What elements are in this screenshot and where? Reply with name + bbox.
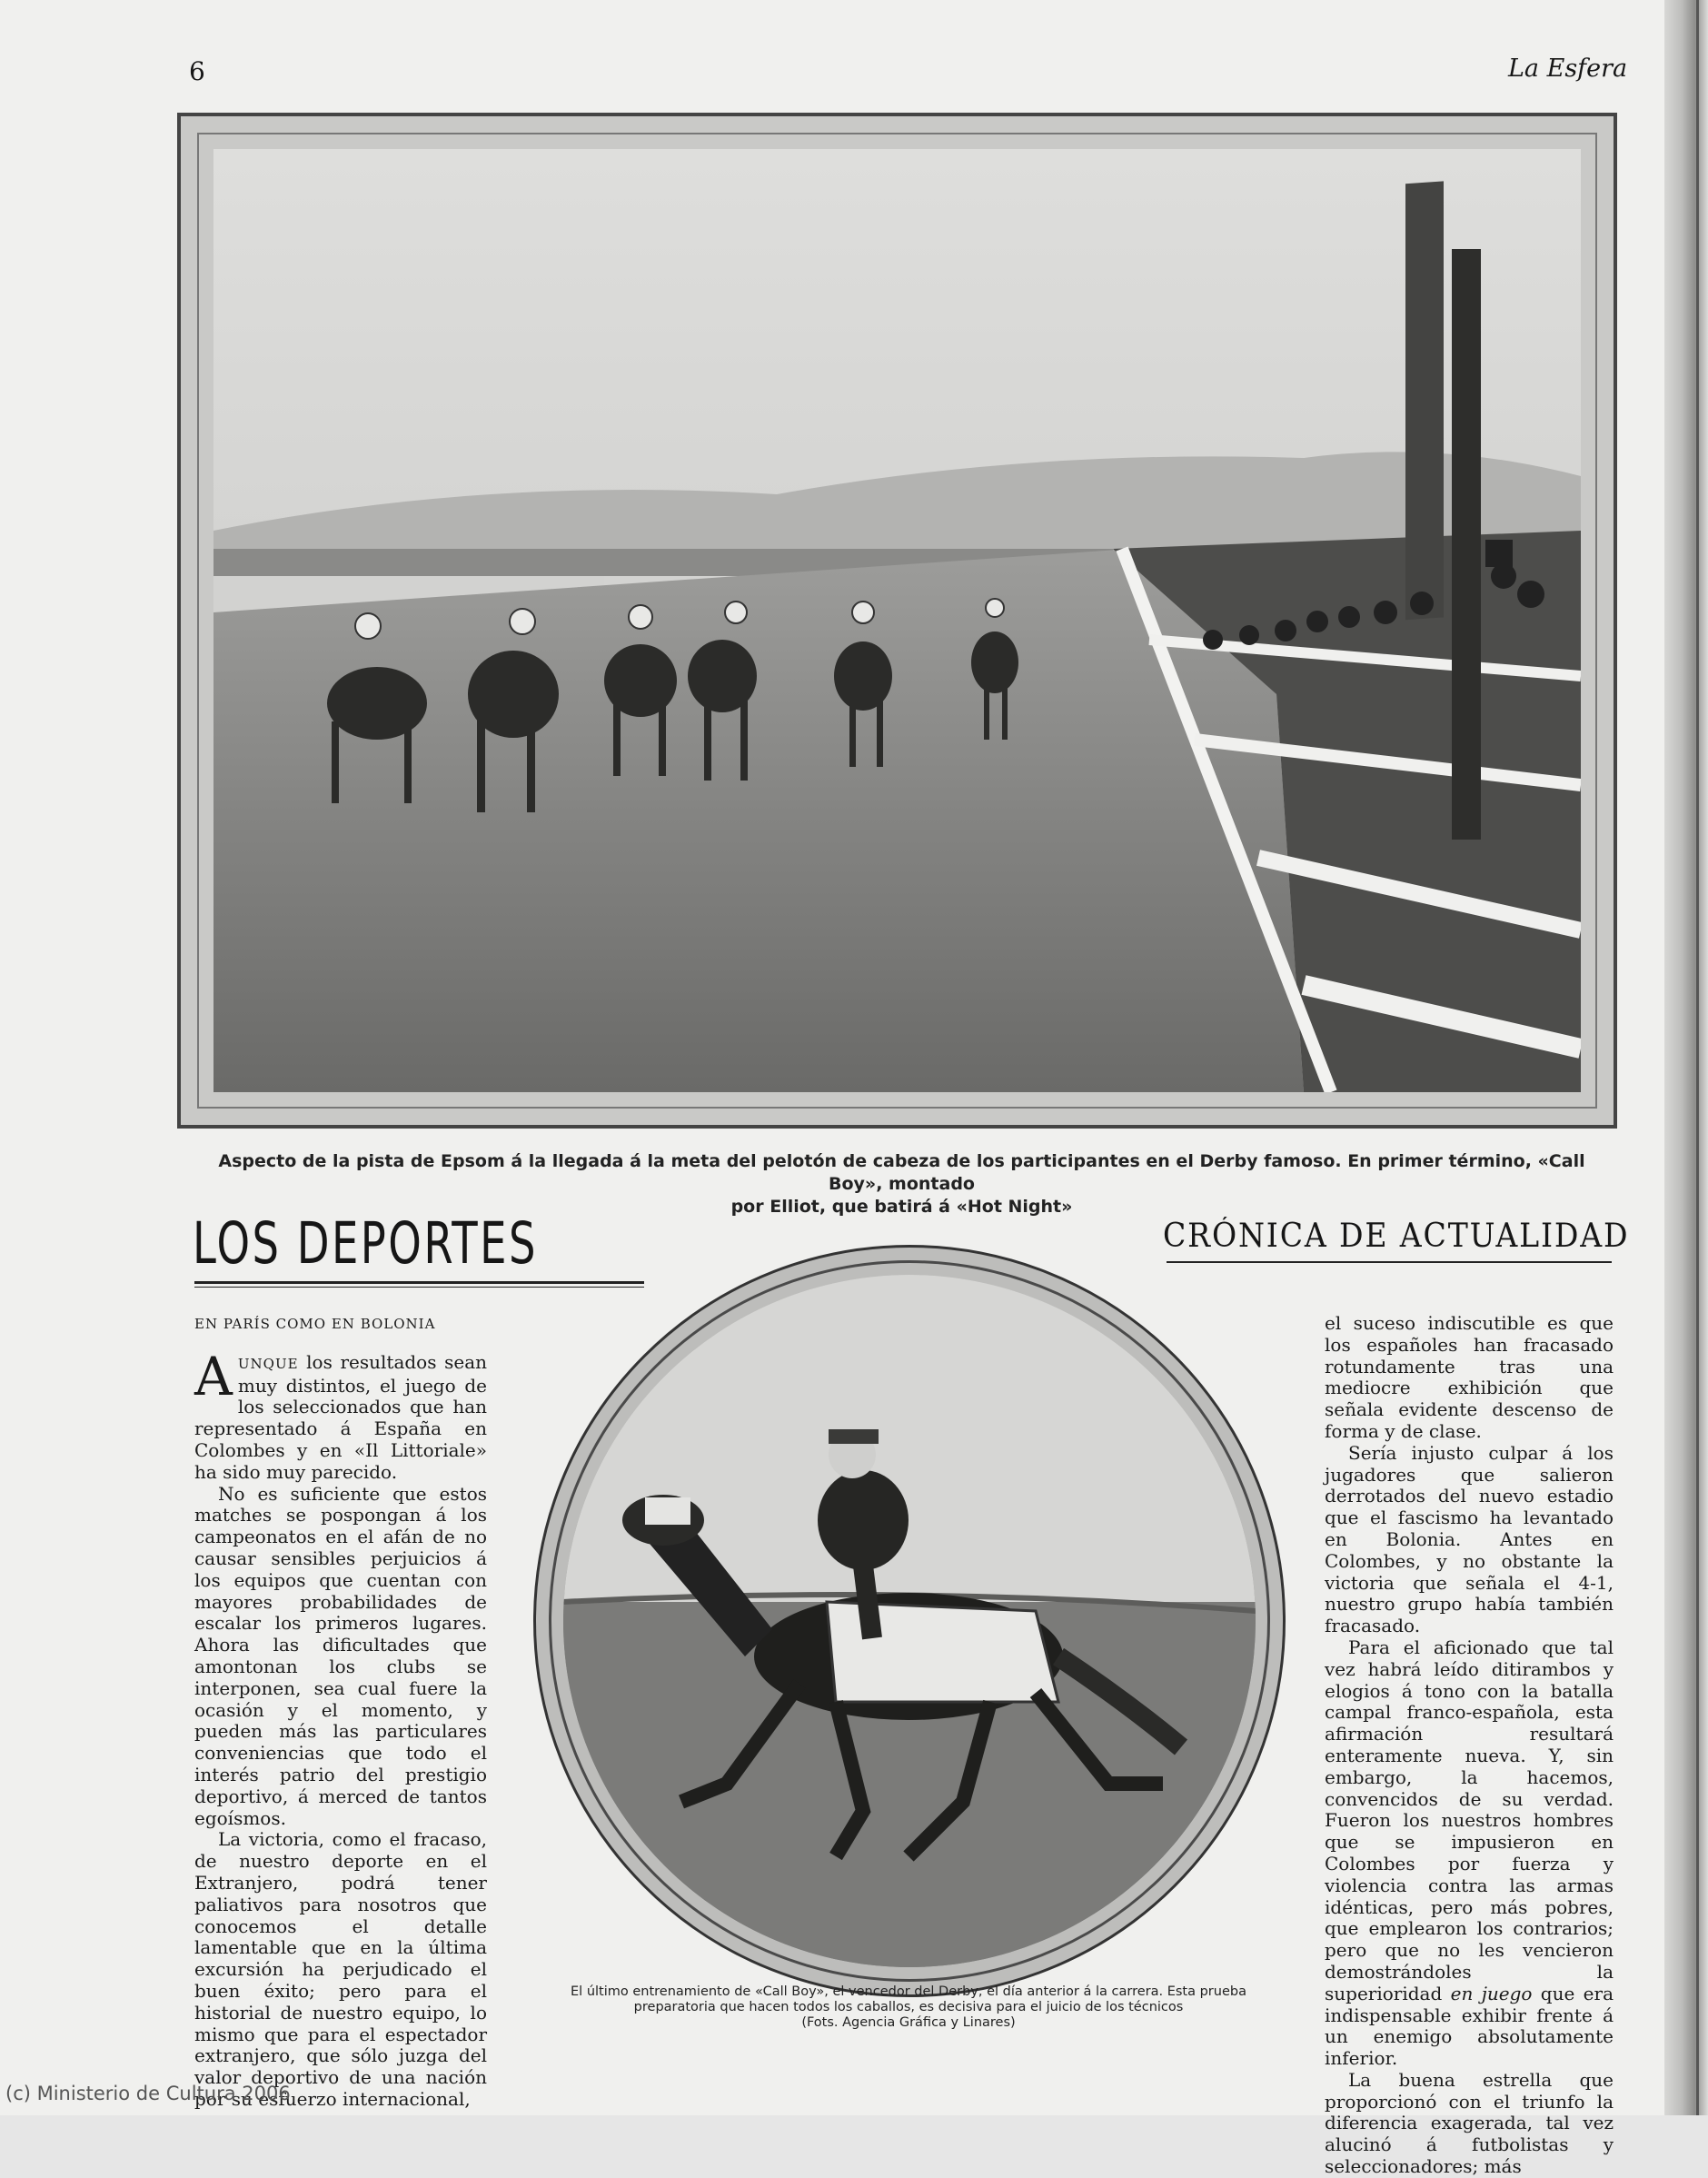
article-subhead: EN PARÍS COMO EN BOLONIA [194,1316,436,1332]
epsom-photo-frame [177,113,1617,1129]
article-paragraph [1325,1637,1614,2070]
italic-phrase: en juego [1450,1982,1533,2004]
heading-rule [194,1281,644,1284]
masthead: La Esfera [1508,55,1628,83]
heading-rule [1167,1261,1612,1263]
article-paragraph: La victoria, como el fracaso, de nuestro deporte en el Extranjero, podrá tener paliativos para nosotros que conocemos el detalle lamentable que en la última excursión ha perjudicado el buen éxito; pero para el historial de nuestro equipo, lo mismo que para el espectador extranjero, que sólo juzga del valor deportivo de una nación por su esfuerzo internacional, [194,1828,487,2110]
call-boy-photo-frame [533,1245,1286,1997]
article-paragraph: el suceso indiscutible es que los españoles han fracasado rotundamente tras una mediocre exhibición que señala evidente descenso de forma y de clase. [1325,1312,1614,1442]
top-photo-caption [195,1150,1608,1218]
horse-race-illustration [214,149,1581,1092]
page-number: 6 [189,56,205,86]
caption-line: por Elliot, que batirá á «Hot Night» [730,1197,1073,1217]
photo-credit: (Fots. Agencia Gráfica y Linares) [801,2015,1016,2030]
right-text-column [1325,1313,1614,2178]
paragraph-text: que era indispensable exhibir frente á un enemigo absolutamente inferior. [1325,1982,1614,2070]
call-boy-training-photo [563,1275,1256,1967]
drop-cap: A [194,1345,233,1407]
heading-rule [194,1287,644,1288]
epsom-race-photo [214,149,1581,1092]
spine-edge [1696,0,1699,2115]
paragraph-text: Para el aficionado que tal vez habrá leído ditirambos y elogios á tono con la batalla campal franco-española, esta afirmación resultará enteramente nueva. Y, sin embargo, la hacemos, convencidos de su verdad. Fueron los nuestros hombres que se impusieron en Colombes por fuerza y violencia contra las armas idénticas, pero más pobres, que emplearon los contrarios; pero que no les vencieron demostrándoles la superioridad [1325,1636,1614,2004]
article-paragraph [194,1345,487,1484]
article-paragraph: La buena estrella que proporcionó con el triunfo la diferencia exagerada, tal vez alucinó á futbolistas y seleccionadores; más [1325,2068,1614,2178]
drop-cap-continuation: UNQUE [237,1355,299,1372]
copyright-notice: (c) Ministerio de Cultura 2006 [5,2083,291,2104]
horse-training-illustration [563,1275,1256,1967]
article-paragraph: Sería injusto culpar á los jugadores que salieron derrotados del nuevo estadio que el fascismo ha levantado en Bolonia. Antes en Colombes, y no obstante la victoria que señala el 4-1, nuestro grupo había también fracasado. [1325,1441,1614,1637]
section-heading-cronica: CRÓNICA DE ACTUALIDAD [1163,1218,1630,1255]
left-text-column [194,1314,487,2111]
book-spine [1664,0,1708,2115]
circle-photo-caption [518,1984,1299,2031]
caption-line: Aspecto de la pista de Epsom á la llegada á la meta del pelotón de cabeza de los participantes en el Derby famoso. En primer término, «Call Boy», montado [218,1151,1585,1194]
caption-line: El último entrenamiento de «Call Boy», el vencedor del Derby, el día anterior á la carrera. Esta prueba [571,1984,1246,1999]
paragraph-text: los resultados sean muy distintos, el juego de los seleccionados que han representado á España en Colombes y en «Il Littoriale» ha sido muy parecido. [194,1350,487,1483]
section-heading-los-deportes: LOS DEPORTES [193,1210,538,1277]
caption-line: preparatoria que hacen todos los caballos, es decisiva para el juicio de los técnicos [633,2000,1184,2014]
article-paragraph: No es suficiente que estos matches se pospongan á los campeonatos en el afán de no causar sensibles perjuicios á los equipos que cuentan con mayores probabilidades de escalar los primeros lugares. Ahora las dificultades que amontonan los clubs se interponen, sea cual fuere la ocasión y el momento, y pueden más las particulares conveniencias que todo el interés patrio del prestigio deportivo, á merced de tantos egoísmos. [194,1482,487,1829]
